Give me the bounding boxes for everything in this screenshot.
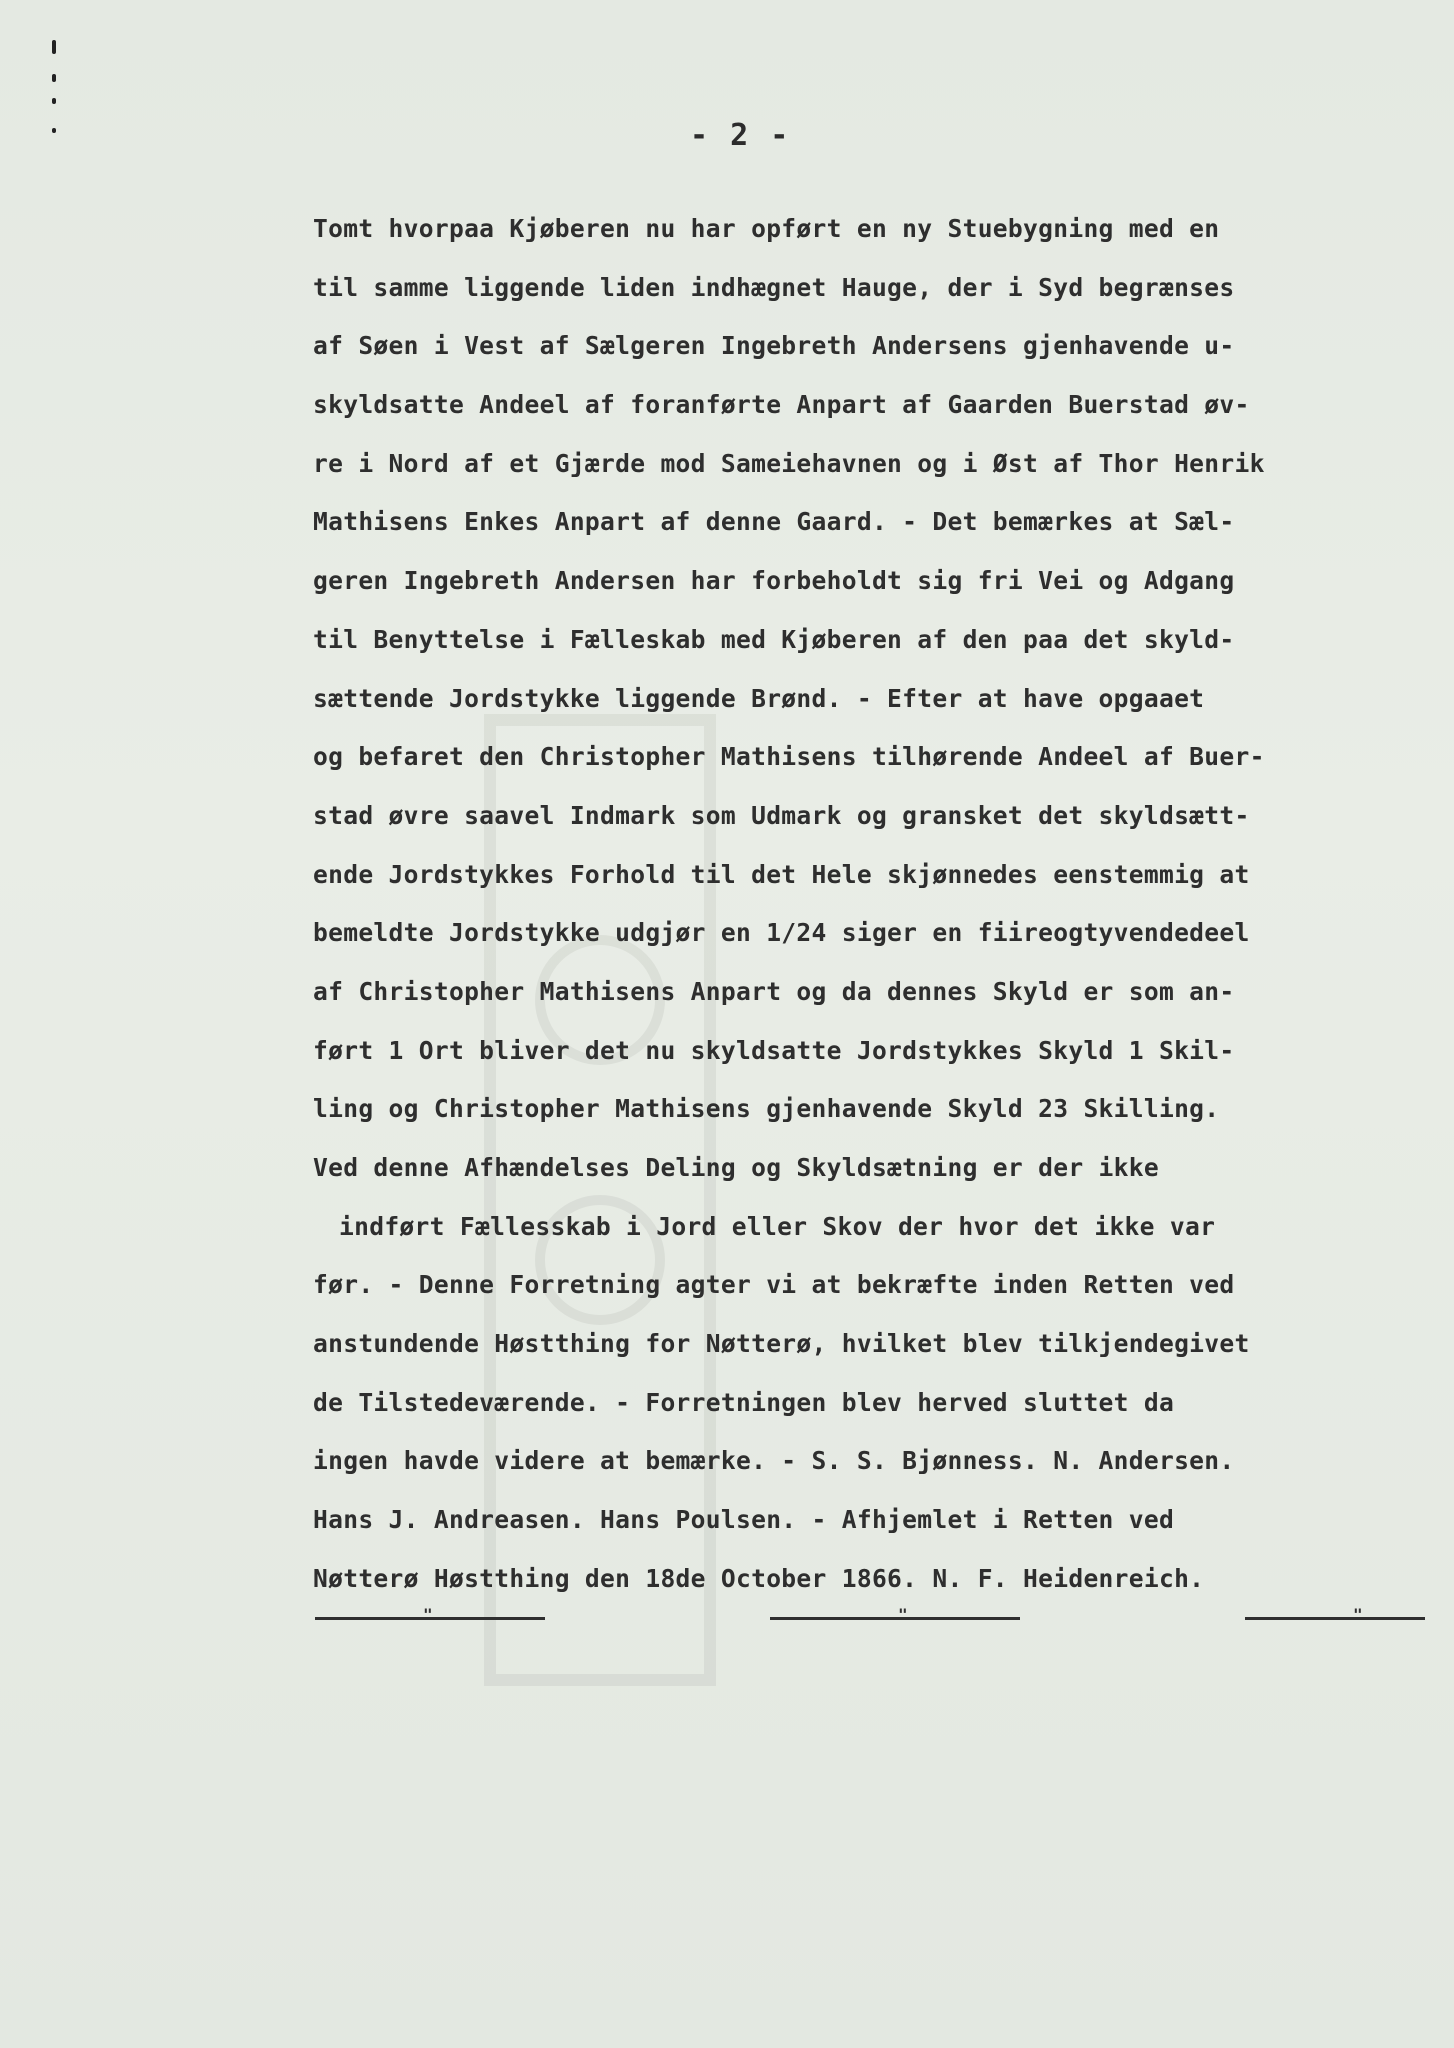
text-line: bemeldte Jordstykke udgjør en 1/24 siger en fiireogtyvendedeel [313,918,1250,948]
text-line: af Søen i Vest af Sælgeren Ingebreth Andersens gjenhavende u- [313,331,1235,361]
text-line: indført Fællesskab i Jord eller Skov der hvor det ikke var [339,1211,1216,1241]
text-line: skyldsatte Andeel af foranførte Anpart af Gaarden Buerstad øv- [313,390,1250,420]
separator-mark: " [898,1605,908,1624]
page-number: - 2 - [690,118,791,153]
text-line: ende Jordstykkes Forhold til det Hele skjønnedes eenstemmig at [313,859,1250,889]
separator-rule-left [315,1605,545,1624]
text-line: sættende Jordstykke liggende Brønd. - Efter at have opgaaet [313,683,1205,713]
text-line: Tomt hvorpaa Kjøberen nu har opført en ny Stuebygning med en [313,214,1220,243]
separator-rule-middle [770,1605,1020,1624]
binding-marks [48,40,62,150]
text-line: de Tilstedeværende. - Forretningen blev herved sluttet da [313,1387,1175,1417]
text-line: Hans J. Andreasen. Hans Poulsen. - Afhjemlet i Retten ved [313,1505,1175,1535]
document-body [313,200,1433,1609]
text-line: re i Nord af et Gjærde mod Sameiehavnen og i Øst af Thor Henrik [313,448,1265,478]
text-line: af Christopher Mathisens Anpart og da dennes Skyld er som an- [313,976,1235,1006]
separator-mark: " [1353,1605,1363,1624]
text-line: til Benyttelse i Fælleskab med Kjøberen af den paa det skyld- [313,624,1235,654]
text-line: geren Ingebreth Andersen har forbeholdt sig fri Vei og Adgang [313,566,1235,596]
separator-rules [0,1605,1454,1635]
text-line: Ved denne Afhændelses Deling og Skyldsætning er der ikke [313,1153,1159,1182]
text-line: til samme liggende liden indhægnet Hauge, der i Syd begrænses [313,272,1235,302]
text-line: Nøtterø Høstthing den 18de October 1866. N. F. Heidenreich. [313,1563,1205,1593]
text-line: ingen havde videre at bemærke. - S. S. Bjønness. N. Andersen. [313,1446,1235,1476]
text-line: anstundende Høstthing for Nøtterø, hvilket blev tilkjendegivet [313,1329,1250,1359]
separator-mark: " [423,1605,433,1624]
text-line: ling og Christopher Mathisens gjenhavende Skyld 23 Skilling. [313,1094,1220,1124]
text-line: og befaret den Christopher Mathisens tilhørende Andeel af Buer- [313,742,1265,772]
text-line: før. - Denne Forretning agter vi at bekræfte inden Retten ved [313,1270,1235,1300]
text-line: ført 1 Ort bliver det nu skyldsatte Jordstykkes Skyld 1 Skil- [313,1035,1235,1065]
separator-rule-right [1245,1605,1425,1624]
text-line: Mathisens Enkes Anpart af denne Gaard. - Det bemærkes at Sæl- [313,507,1235,537]
text-line: stad øvre saavel Indmark som Udmark og gransket det skyldsætt- [313,800,1250,830]
